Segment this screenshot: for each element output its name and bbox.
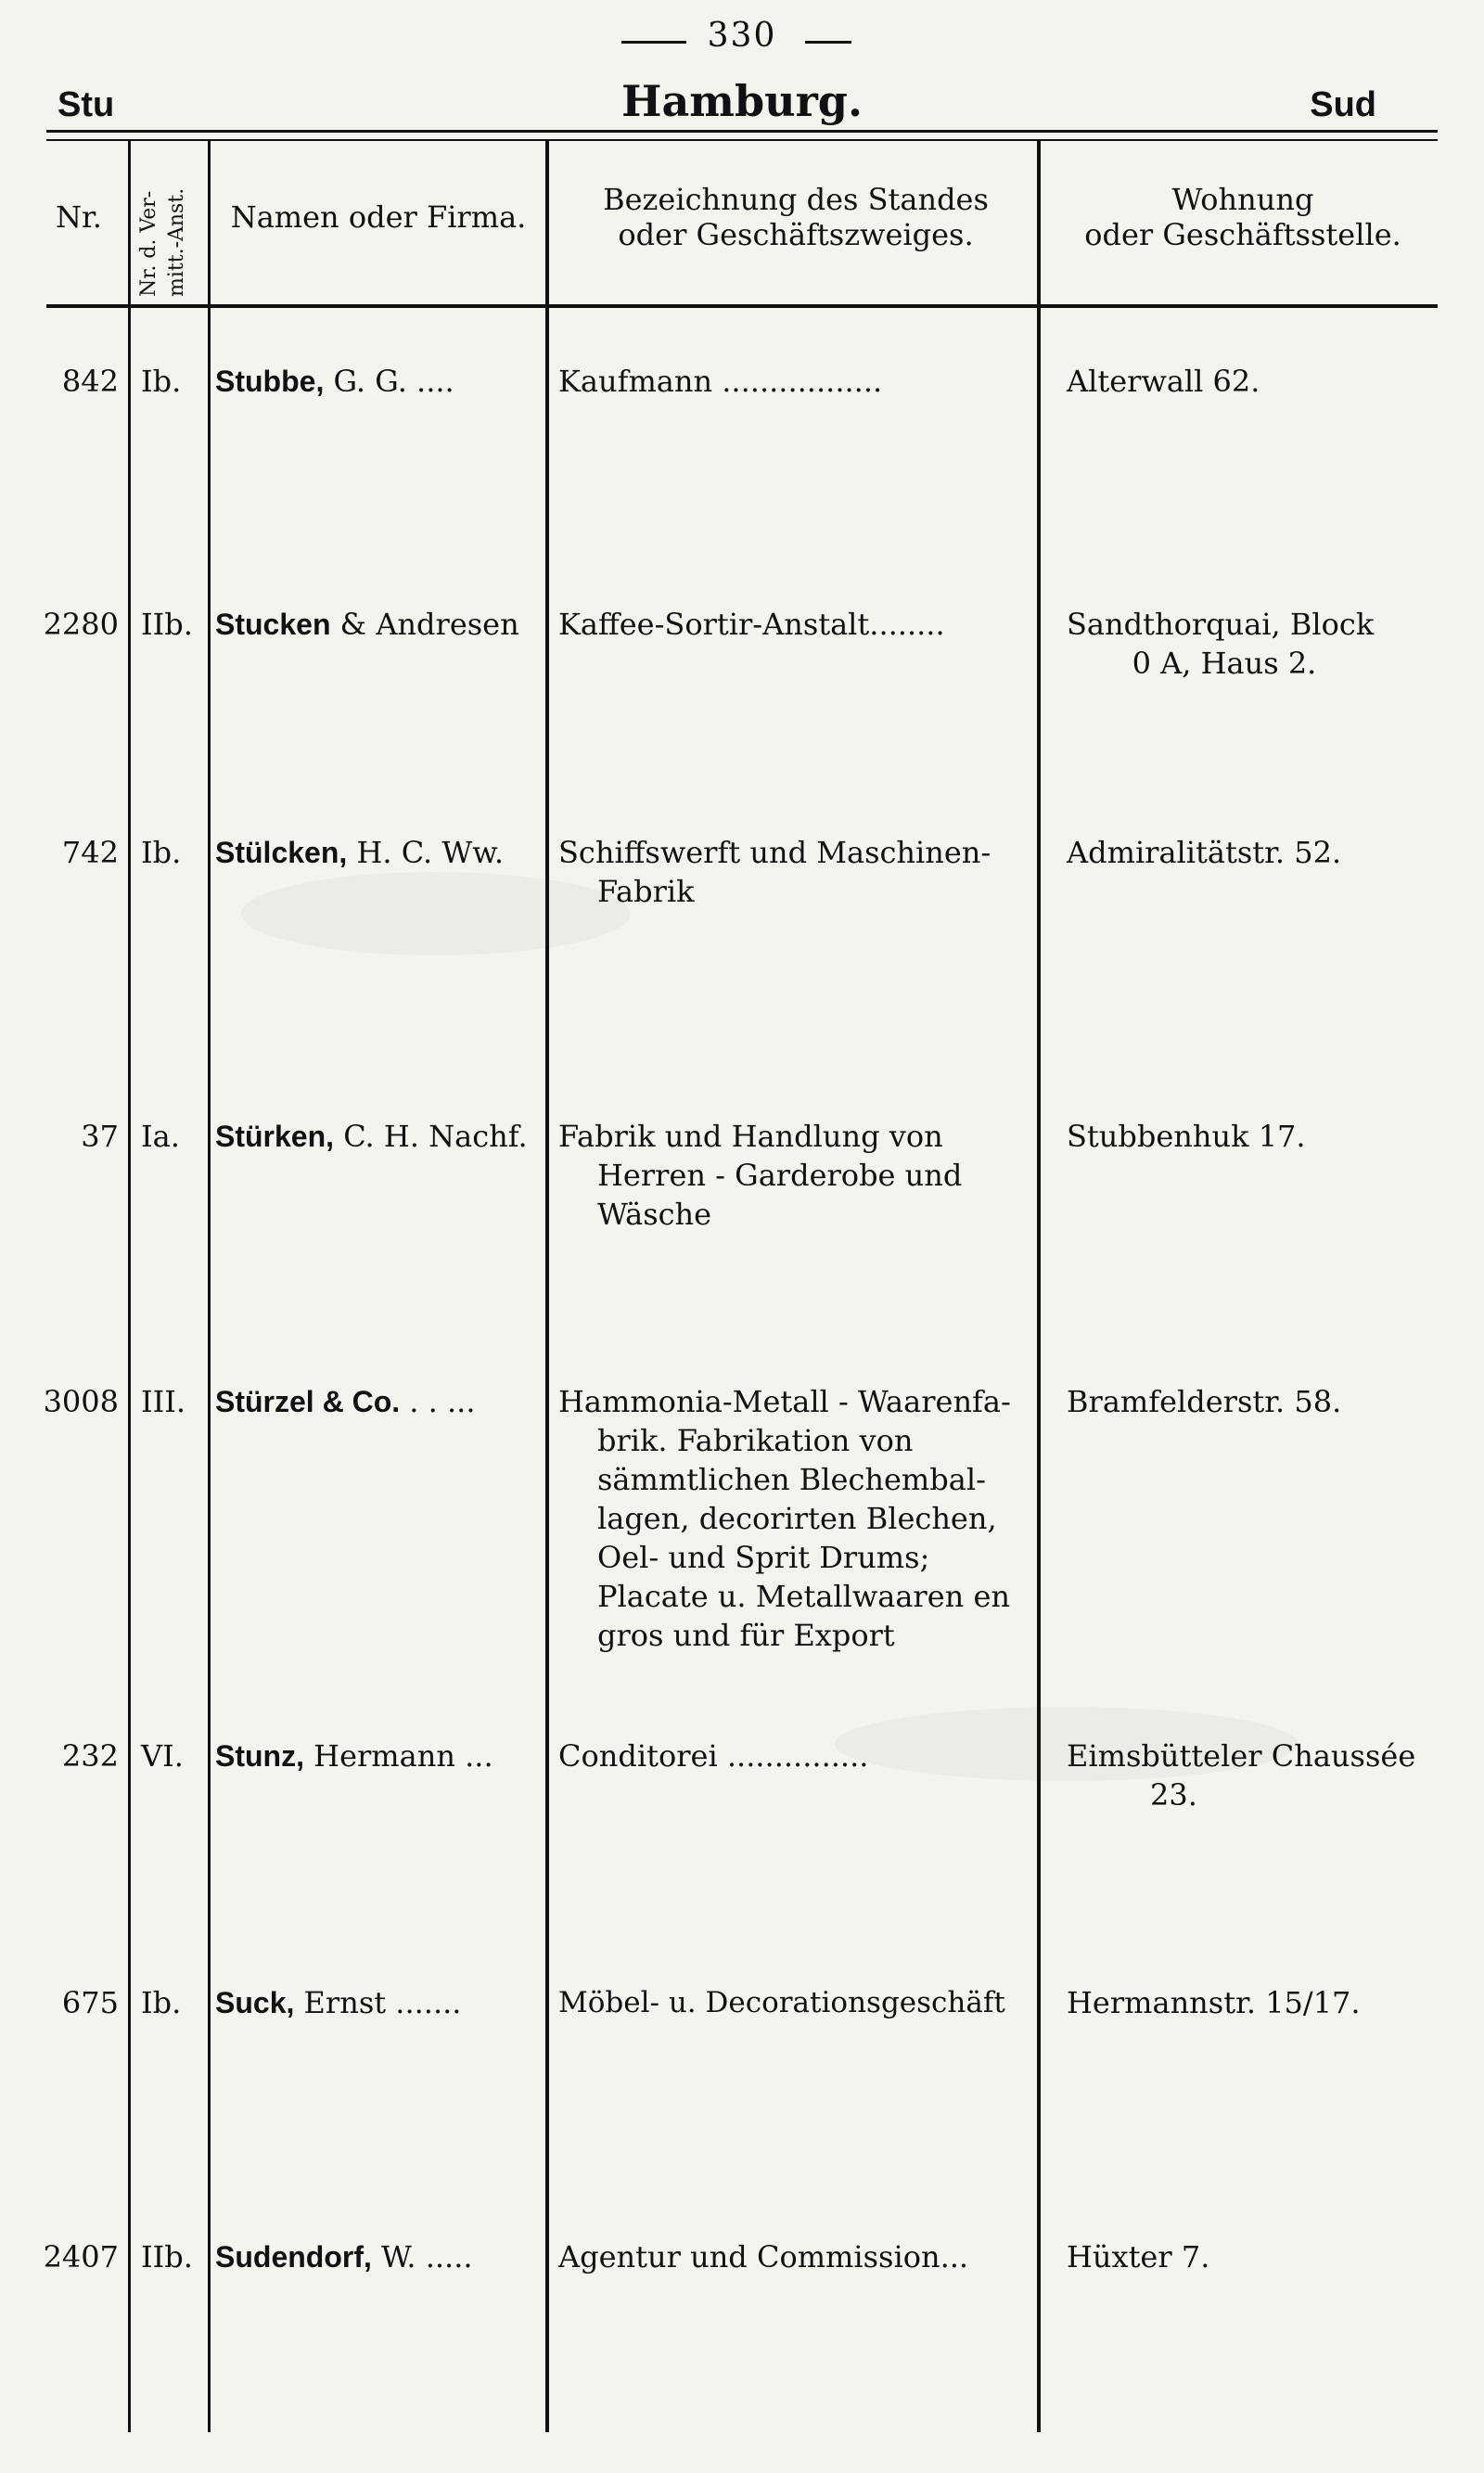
entry-class: IIb. [141, 607, 193, 642]
entry-desc-line: Fabrik und Handlung von [558, 1119, 943, 1154]
entry-desc [558, 362, 1037, 401]
entry-addr [1067, 605, 1447, 683]
entry-desc [558, 1117, 1037, 1234]
entry-name-bold: Stunz, [215, 1739, 304, 1773]
column-header-addr-line2: oder Geschäftsstelle. [1084, 217, 1401, 252]
entry-desc-line: Agentur und Commission... [558, 2239, 969, 2274]
entry-addr-line: Stubbenhuk 17. [1067, 1119, 1306, 1154]
entry-addr-line: Admiralitätstr. 52. [1067, 835, 1342, 870]
entry-number: 37 [81, 1119, 119, 1154]
entry-number: 232 [61, 1738, 119, 1774]
entry-desc [558, 833, 1037, 911]
column-header-vermitt-line2: mitt.-Anst. [165, 187, 188, 297]
entry-desc [558, 1382, 1037, 1655]
entry-number: 3008 [43, 1384, 119, 1419]
header-right-word: Sud [1310, 85, 1376, 124]
entry-desc [558, 1736, 1037, 1775]
column-header-nr: Nr. [56, 199, 102, 235]
column-header-name: Namen oder Firma. [230, 199, 527, 235]
entry-class: IIb. [141, 2239, 193, 2274]
entry-name [215, 1736, 542, 1775]
entry-class: VI. [141, 1738, 184, 1774]
entry-addr-line: Sandthorquai, Block [1067, 607, 1375, 642]
column-header-addr-line1: Wohnung [1171, 182, 1314, 217]
entry-name-bold: Stürken, [215, 1120, 335, 1153]
entry-addr [1067, 833, 1447, 872]
column-rule-2 [208, 141, 211, 2432]
entry-name-rest: . . ... [400, 1384, 476, 1419]
header-rule-top [46, 130, 1438, 133]
entry-addr [1067, 1983, 1447, 2022]
entry-name [215, 1382, 542, 1421]
entry-desc [558, 605, 1037, 644]
entry-desc-line: brik. Fabrikation von [597, 1423, 914, 1458]
entry-name-rest: Hermann ... [303, 1738, 493, 1774]
entry-addr-line: Bramfelderstr. 58. [1067, 1384, 1342, 1419]
column-rule-4 [1037, 141, 1041, 2432]
entry-name-rest: W. ..... [371, 2239, 473, 2274]
header-left-word: Stu [58, 85, 115, 124]
entry-desc-line: Möbel- u. Decorationsgeschäft [558, 1986, 1005, 2019]
header-rule-double [46, 139, 1438, 141]
column-header-addr [1048, 182, 1438, 252]
entry-addr-line: 23. [1150, 1777, 1197, 1813]
entry-addr-line: Hermannstr. 15/17. [1067, 1985, 1361, 2020]
entry-name-bold: Sudendorf, [215, 2240, 372, 2274]
entry-desc-line: Kaffee-Sortir-Anstalt........ [558, 607, 945, 642]
entry-number: 675 [61, 1985, 119, 2020]
entry-name-rest: & Andresen [330, 607, 519, 642]
entry-desc-line: Fabrik [597, 874, 695, 909]
entry-desc-line: Hammonia-Metall - Waarenfa- [558, 1384, 1011, 1419]
entry-number: 742 [61, 835, 119, 870]
entry-name-bold: Suck, [215, 1986, 295, 2019]
entry-class: Ib. [141, 364, 182, 399]
entry-desc-line: Wäsche [597, 1197, 712, 1232]
entry-name-bold: Stürzel & Co. [215, 1385, 401, 1418]
entry-addr-line: Eimsbütteler Chaussée [1067, 1738, 1416, 1774]
entry-addr [1067, 2237, 1447, 2276]
entry-class: Ib. [141, 1985, 182, 2020]
column-rule-1 [128, 141, 131, 2432]
entry-desc-line: Schiffswerft und Maschinen- [558, 835, 991, 870]
entry-name-rest: H. C. Ww. [347, 835, 505, 870]
entry-number: 842 [61, 364, 119, 399]
entry-number: 2407 [43, 2239, 119, 2274]
column-rule-3 [545, 141, 549, 2432]
entry-desc-line: Herren - Garderobe und [597, 1158, 963, 1193]
page-number: 330 [707, 17, 777, 55]
entry-addr-line: Hüxter 7. [1067, 2239, 1210, 2274]
column-header-vermitt-line1: Nr. d. Ver- [137, 190, 160, 297]
entry-addr [1067, 1382, 1447, 1421]
entry-addr-line: Alterwall 62. [1067, 364, 1260, 399]
entry-name [215, 2237, 542, 2276]
entry-desc [558, 1983, 1037, 2022]
entry-addr [1067, 362, 1447, 401]
entry-class: Ib. [141, 835, 182, 870]
entry-addr-line: 0 A, Haus 2. [1132, 646, 1317, 681]
entry-name-rest: C. H. Nachf. [334, 1119, 528, 1154]
page-title: Hamburg. [621, 76, 863, 126]
entry-addr [1067, 1736, 1447, 1814]
entry-addr [1067, 1117, 1447, 1156]
entry-desc-line: lagen, decorirten Blechen, [597, 1501, 997, 1536]
column-header-desc [556, 182, 1035, 252]
entry-name [215, 1983, 542, 2022]
entry-desc-line: gros und für Export [597, 1618, 895, 1653]
entry-name-bold: Stülcken, [215, 836, 348, 869]
column-header-vermitt [130, 153, 208, 301]
entry-name [215, 833, 542, 872]
entry-name-bold: Stucken [215, 608, 331, 641]
entry-number: 2280 [43, 607, 119, 642]
entry-name-bold: Stubbe, [215, 365, 325, 398]
entry-class: Ia. [141, 1119, 180, 1154]
entry-desc-line: Conditorei ............... [558, 1738, 869, 1774]
entry-desc-line: Placate u. Metallwaaren en [597, 1579, 1010, 1614]
entry-class: III. [141, 1384, 186, 1419]
entry-desc-line: Oel- und Sprit Drums; [597, 1540, 930, 1575]
column-header-desc-line1: Bezeichnung des Standes [603, 182, 989, 217]
entry-name-rest: G. G. .... [324, 364, 454, 399]
entry-name [215, 605, 542, 644]
entry-name-rest: Ernst ....... [294, 1985, 462, 2020]
entry-desc-line: sämmtlichen Blechembal- [597, 1462, 986, 1497]
entry-name [215, 1117, 542, 1156]
entry-desc-line: Kaufmann ................. [558, 364, 883, 399]
entry-name [215, 362, 542, 401]
entry-desc [558, 2237, 1037, 2276]
column-header-desc-line2: oder Geschäftszweiges. [618, 217, 974, 252]
page-number-dash-right [805, 41, 851, 44]
column-header-rule [46, 304, 1438, 308]
